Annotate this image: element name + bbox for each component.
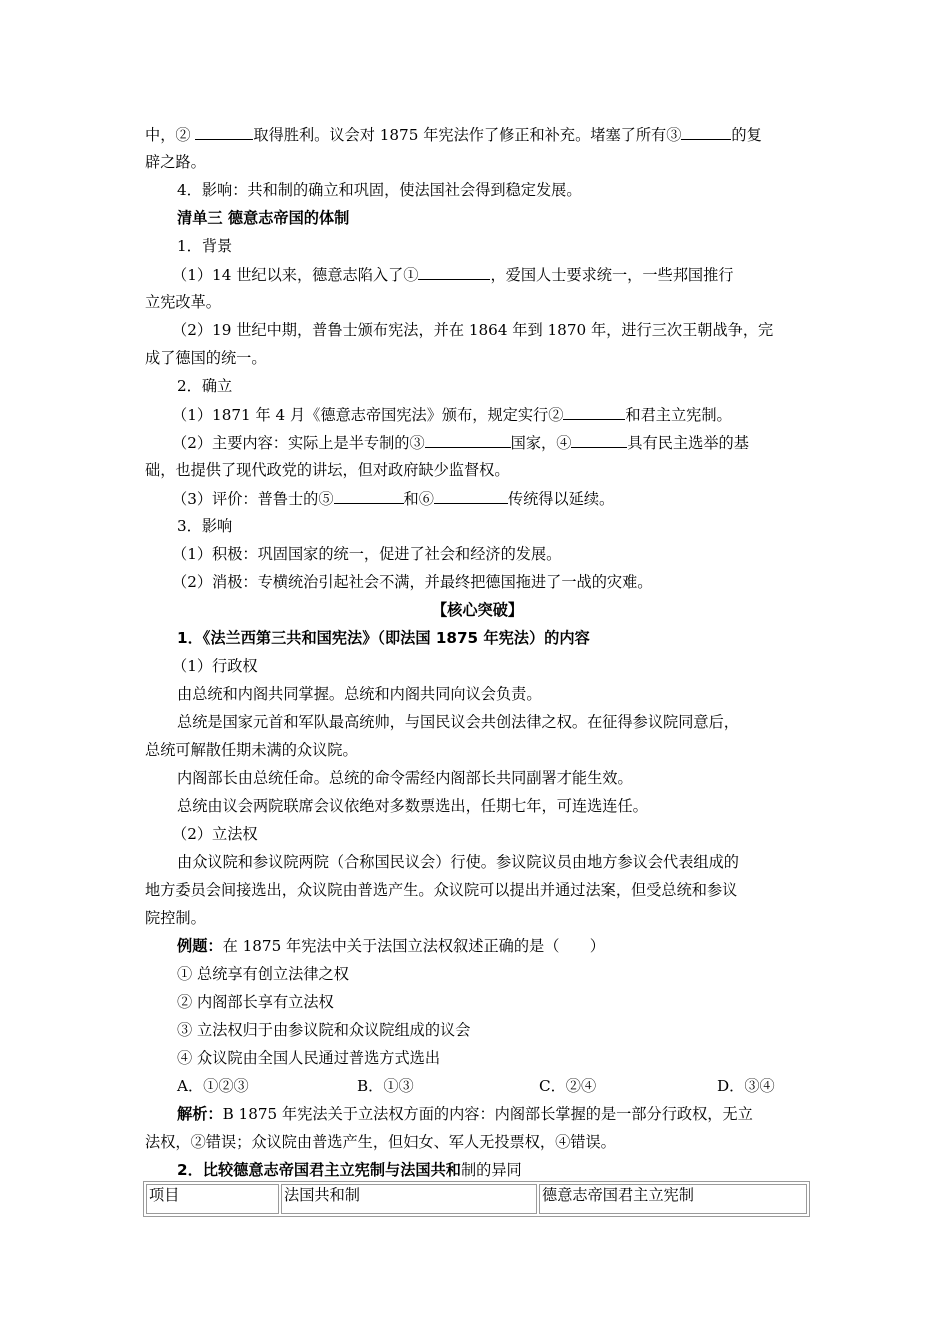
choice-d: D．③④ — [717, 1077, 775, 1095]
text-line: 4．影响：共和制的确立和巩固，使法国社会得到稳定发展。 — [177, 181, 582, 199]
text-line: 1．背景 — [177, 237, 233, 255]
example-question: 例题：在 1875 年宪法中关于法国立法权叙述正确的是（ ） — [177, 937, 605, 955]
table-row — [146, 1184, 807, 1214]
option-line: ③ 立法权归于由参议院和众议院组成的议会 — [177, 1021, 471, 1039]
fill-blank — [563, 404, 625, 420]
text-line: （1）行政权 — [172, 657, 258, 675]
fill-blank — [418, 264, 490, 280]
fill-blank — [434, 488, 508, 504]
text-line: 内阁部长由总统任命。总统的命令需经内阁部长共同副署才能生效。 — [177, 769, 633, 787]
comparison-table — [143, 1181, 810, 1217]
text-line: 院控制。 — [145, 909, 206, 927]
text-line: （3）评价：普鲁士的⑤ 和⑥ 传统得以延续。 — [172, 490, 615, 508]
text-line: （1）1871 年 4 月《德意志帝国宪法》颁布，规定实行② 和君主立宪制。 — [172, 406, 732, 424]
text-line: 总统由议会两院联席会议依绝对多数票选出，任期七年，可连选连任。 — [177, 797, 648, 815]
choice-b: B．①③ — [357, 1077, 414, 1095]
fill-blank — [681, 124, 731, 140]
table-header-cell: 德意志帝国君主立宪制 — [539, 1184, 807, 1214]
text-line: 中，② 取得胜利。议会对 1875 年宪法作了修正和补充。堵塞了所有③ 的复 — [145, 126, 762, 144]
option-line: ② 内阁部长享有立法权 — [177, 993, 334, 1011]
section-heading: 清单三 德意志帝国的体制 — [177, 209, 350, 227]
table-header-cell: 项目 — [146, 1184, 279, 1214]
table-header-cell: 法国共和制 — [281, 1184, 537, 1214]
text-line: 3．影响 — [177, 517, 233, 535]
subsection-heading: 2．比较德意志帝国君主立宪制与法国共和制的异同 — [177, 1161, 522, 1179]
text-line: 总统是国家元首和军队最高统帅，与国民议会共创法律之权。在征得参议院同意后， — [177, 713, 739, 731]
option-line: ① 总统享有创立法律之权 — [177, 965, 349, 983]
text-line: （2）19 世纪中期，普鲁士颁布宪法，并在 1864 年到 1870 年，进行三次王朝战争，完 — [172, 321, 774, 339]
text-line: 法权，②错误；众议院由普选产生，但妇女、军人无投票权，④错误。 — [145, 1133, 616, 1151]
option-line: ④ 众议院由全国人民通过普选方式选出 — [177, 1049, 441, 1067]
text-line: （2）立法权 — [172, 825, 258, 843]
fill-blank — [334, 488, 404, 504]
example-label: 例题： — [177, 937, 223, 955]
text-line: 由总统和内阁共同掌握。总统和内阁共同向议会负责。 — [177, 685, 542, 703]
text-line: 总统可解散任期未满的众议院。 — [145, 741, 358, 759]
text-line: 础，也提供了现代政党的讲坛，但对政府缺少监督权。 — [145, 461, 510, 479]
text-line: 2．确立 — [177, 377, 233, 395]
text-line: 成了德国的统一。 — [145, 349, 267, 367]
choice-c: C．②④ — [539, 1077, 597, 1095]
text-line: 辟之路。 — [145, 153, 206, 171]
fill-blank — [425, 432, 511, 448]
text-line: （2）消极：专横统治引起社会不满，并最终把德国拖进了一战的灾难。 — [172, 573, 653, 591]
text-line: （1）14 世纪以来，德意志陷入了① ，爱国人士要求统一，一些邦国推行 — [172, 266, 734, 284]
subsection-heading: 1．《法兰西第三共和国宪法》（即法国 1875 年宪法）的内容 — [177, 629, 590, 647]
analysis-label: 解析： — [177, 1105, 223, 1123]
section-heading-core: 【核心突破】 — [431, 601, 524, 619]
text-line: 由众议院和参议院两院（合称国民议会）行使。参议院议员由地方参议会代表组成的 — [177, 853, 739, 871]
text-line: （2）主要内容：实际上是半专制的③ 国家，④ 具有民主选举的基 — [172, 434, 749, 452]
analysis-line: 解析：B 1875 年宪法关于立法权方面的内容：内阁部长掌握的是一部分行政权，无立 — [177, 1105, 753, 1123]
fill-blank — [571, 432, 627, 448]
text-line: （1）积极：巩固国家的统一，促进了社会和经济的发展。 — [172, 545, 562, 563]
text-line: 地方委员会间接选出，众议院由普选产生。众议院可以提出并通过法案，但受总统和参议 — [145, 881, 738, 899]
fill-blank — [195, 124, 253, 140]
answer-choices — [177, 1076, 810, 1096]
text-line: 立宪改革。 — [145, 293, 221, 311]
choice-a: A．①②③ — [177, 1077, 249, 1095]
